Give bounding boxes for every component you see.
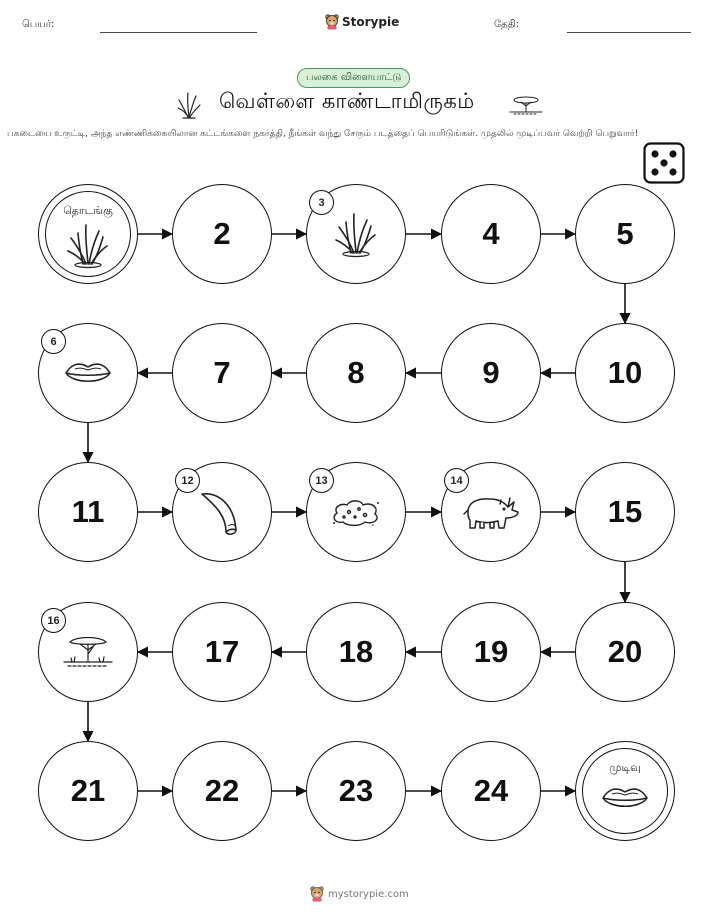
board-space-24[interactable] bbox=[441, 741, 541, 841]
start-label: தொடங்கு bbox=[63, 204, 113, 217]
page-title: வெள்ளை காண்டாமிருகம் bbox=[219, 89, 475, 113]
space-number: 19 bbox=[473, 634, 509, 669]
board-space-14[interactable] bbox=[441, 462, 541, 562]
board-space-19[interactable] bbox=[441, 602, 541, 702]
mud-icon bbox=[329, 495, 383, 529]
rhino-icon bbox=[460, 490, 522, 534]
board-space-15[interactable] bbox=[575, 462, 675, 562]
name-label: பெயர்: bbox=[22, 19, 55, 30]
board-space-10[interactable] bbox=[575, 323, 675, 423]
space-number-badge: 16 bbox=[41, 608, 66, 633]
space-number-badge: 13 bbox=[309, 468, 334, 493]
savanna-icon bbox=[60, 632, 116, 672]
board-space-2[interactable] bbox=[172, 184, 272, 284]
board-space-4[interactable] bbox=[441, 184, 541, 284]
space-number: 7 bbox=[213, 355, 231, 390]
lips-icon bbox=[63, 357, 113, 389]
instructions: பகடையை உருட்டி, அந்த எண்ணிக்கையிலான கட்டங்களை நகர்த்தி, நீங்கள் வந்து சேரும் படத்தைப் பெயரிடுங்கள். முதலில் முடிப்பவர் வெற்றி பெறுவார்! bbox=[7, 129, 639, 139]
grass-icon bbox=[333, 210, 379, 258]
space-number: 11 bbox=[71, 494, 105, 529]
board-space-12[interactable] bbox=[172, 462, 272, 562]
brand-name: Storypie bbox=[342, 15, 400, 29]
board-game-badge: பலகை விளையாட்டு bbox=[297, 68, 410, 88]
space-number: 24 bbox=[473, 773, 509, 808]
board-space-16[interactable] bbox=[38, 602, 138, 702]
board-space-7[interactable] bbox=[172, 323, 272, 423]
board-space-3[interactable] bbox=[306, 184, 406, 284]
space-number-badge: 12 bbox=[175, 468, 200, 493]
board-space-13[interactable] bbox=[306, 462, 406, 562]
lips-icon bbox=[600, 782, 650, 814]
space-number: 18 bbox=[338, 634, 374, 669]
bear-icon bbox=[310, 886, 324, 902]
board-space-20[interactable] bbox=[575, 602, 675, 702]
finish-label: முடிவு bbox=[609, 761, 641, 774]
horn-icon bbox=[198, 486, 246, 538]
space-number: 15 bbox=[607, 494, 643, 529]
space-number: 4 bbox=[482, 216, 500, 251]
board-space-21[interactable] bbox=[38, 741, 138, 841]
space-number-badge: 14 bbox=[444, 468, 469, 493]
board-space-23[interactable] bbox=[306, 741, 406, 841]
space-number-badge: 3 bbox=[309, 190, 334, 215]
board-space-1[interactable] bbox=[38, 184, 138, 284]
space-number: 22 bbox=[204, 773, 240, 808]
space-number: 10 bbox=[607, 355, 643, 390]
space-number: 8 bbox=[347, 355, 365, 390]
space-number: 9 bbox=[482, 355, 500, 390]
board-space-8[interactable] bbox=[306, 323, 406, 423]
space-number: 20 bbox=[607, 634, 643, 669]
space-number: 2 bbox=[213, 216, 231, 251]
space-number: 17 bbox=[204, 634, 240, 669]
footer-url[interactable]: mystorypie.com bbox=[328, 888, 409, 900]
space-number: 21 bbox=[70, 773, 106, 808]
board-space-6[interactable] bbox=[38, 323, 138, 423]
board-space-11[interactable] bbox=[38, 462, 138, 562]
start-ring bbox=[45, 191, 131, 277]
grass-icon bbox=[65, 221, 111, 269]
space-number: 23 bbox=[338, 773, 374, 808]
date-label: தேதி: bbox=[494, 19, 520, 30]
board-space-9[interactable] bbox=[441, 323, 541, 423]
space-number-badge: 6 bbox=[41, 329, 66, 354]
board-space-17[interactable] bbox=[172, 602, 272, 702]
board-space-25[interactable] bbox=[575, 741, 675, 841]
space-number: 5 bbox=[616, 216, 634, 251]
finish-ring bbox=[582, 748, 668, 834]
board-space-22[interactable] bbox=[172, 741, 272, 841]
board-space-5[interactable] bbox=[575, 184, 675, 284]
board-space-18[interactable] bbox=[306, 602, 406, 702]
footer bbox=[310, 886, 409, 902]
